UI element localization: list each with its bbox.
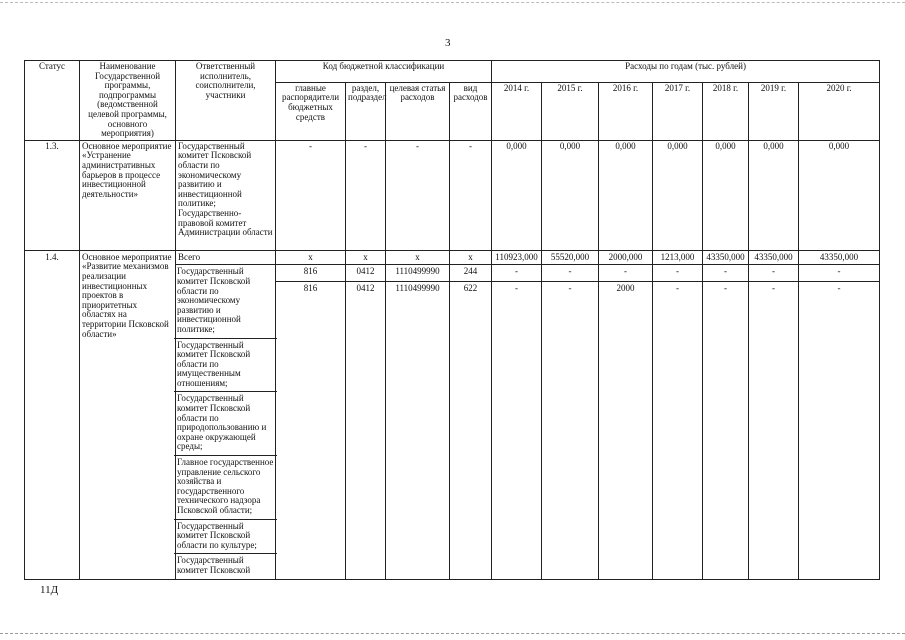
header-row-1	[25, 61, 880, 83]
cell-value: 2000	[599, 281, 653, 579]
cell-target: x	[386, 250, 450, 265]
header-year: 2016 г.	[599, 82, 653, 140]
row-name: Основное мероприятие «Развитие механизмов реализации инвестиционных проектов в приоритетных областях на территории Псковской области»	[80, 250, 176, 579]
row-status: 1.3.	[25, 140, 80, 250]
header-year: 2017 г.	[653, 82, 703, 140]
row-responsible: Государственный комитет Псковской области по экономическому развитию и инвестиционной политике; Государственно-правовой комитет Администрации области	[176, 140, 276, 250]
cell-kind: 622	[450, 281, 492, 579]
cell-value: 2000,000	[599, 250, 653, 265]
responsible-entry: Государственный комитет Псковской области по имущественным отношениям;	[174, 339, 277, 393]
cell-kind: 244	[450, 265, 492, 281]
cell-value: 0,000	[799, 140, 880, 250]
cell-value: 110923,000	[492, 250, 542, 265]
cell-value: -	[542, 265, 599, 281]
cell-value: 43350,000	[703, 250, 749, 265]
cell-value: 0,000	[599, 140, 653, 250]
cell-value: 55520,000	[542, 250, 599, 265]
cell-grbs: 816	[276, 281, 346, 579]
responsible-entry: Государственный комитет Псковской	[177, 555, 251, 575]
cell-value: 0,000	[703, 140, 749, 250]
cell-value: 0,000	[492, 140, 542, 250]
page-number: 3	[445, 37, 451, 49]
header-budget-code: Код бюджетной классификации	[276, 61, 492, 83]
scan-edge-bottom	[0, 633, 905, 634]
row-responsible-list	[176, 265, 276, 579]
cell-target: -	[386, 140, 450, 250]
cell-section: 0412	[346, 281, 386, 579]
responsible-entry: Государственный комитет Псковской области по культуре;	[174, 520, 277, 555]
header-name: Наименование Государственной программы, подпрограммы (ведомственной целевой программы, основного мероприятия)	[80, 61, 176, 141]
cell-section: 0412	[346, 265, 386, 281]
budget-table	[24, 60, 880, 580]
cell-kind: -	[450, 140, 492, 250]
cell-grbs: x	[276, 250, 346, 265]
cell-value: -	[703, 265, 749, 281]
cell-section: -	[346, 140, 386, 250]
cell-value: -	[492, 281, 542, 579]
table-row-1-3	[25, 140, 880, 250]
cell-value: 0,000	[749, 140, 799, 250]
cell-value: -	[799, 281, 880, 579]
cell-kind: x	[450, 250, 492, 265]
responsible-entry: Главное государственное управление сельского хозяйства и государственного технического надзора Псковской области;	[174, 456, 277, 520]
footer-code: 11Д	[40, 584, 59, 596]
cell-target: 1110499990	[386, 281, 450, 579]
responsible-entry: Государственный комитет Псковской области по природопользованию и охране окружающей среды;	[174, 392, 277, 456]
cell-value: -	[749, 265, 799, 281]
scan-edge-top	[0, 2, 905, 3]
row-total-label: Всего	[176, 250, 276, 265]
cell-value: 43350,000	[749, 250, 799, 265]
row-status: 1.4.	[25, 250, 80, 579]
header-year: 2015 г.	[542, 82, 599, 140]
header-year: 2014 г.	[492, 82, 542, 140]
header-expenses: Расходы по годам (тыс. рублей)	[492, 61, 880, 83]
header-year: 2020 г.	[799, 82, 880, 140]
cell-section: x	[346, 250, 386, 265]
header-target: целевая статья расходов	[386, 82, 450, 140]
cell-value: 43350,000	[799, 250, 880, 265]
header-kind: вид расходов	[450, 82, 492, 140]
cell-value: 0,000	[542, 140, 599, 250]
cell-value: -	[653, 281, 703, 579]
header-year: 2018 г.	[703, 82, 749, 140]
cell-grbs: 816	[276, 265, 346, 281]
cell-value: -	[653, 265, 703, 281]
header-status: Статус	[25, 61, 80, 141]
cell-value: -	[749, 281, 799, 579]
header-responsible: Ответственный исполнитель, соисполнители, участники	[176, 61, 276, 141]
cell-value: 1213,000	[653, 250, 703, 265]
header-grbs: главные распорядители бюджетных средств	[276, 82, 346, 140]
cell-value: -	[542, 281, 599, 579]
cell-value: -	[492, 265, 542, 281]
table-row-1-4-total	[25, 250, 880, 265]
cell-grbs: -	[276, 140, 346, 250]
header-section: раздел, подраздел	[346, 82, 386, 140]
cell-target: 1110499990	[386, 265, 450, 281]
header-year: 2019 г.	[749, 82, 799, 140]
row-name: Основное мероприятие «Устранение административных барьеров в процессе инвестиционной деятельности»	[80, 140, 176, 250]
cell-value: -	[599, 265, 653, 281]
cell-value: 0,000	[653, 140, 703, 250]
responsible-entry: Государственный комитет Псковской области по экономическому развитию и инвестиционной политике;	[174, 265, 277, 338]
cell-value: -	[703, 281, 749, 579]
cell-value: -	[799, 265, 880, 281]
